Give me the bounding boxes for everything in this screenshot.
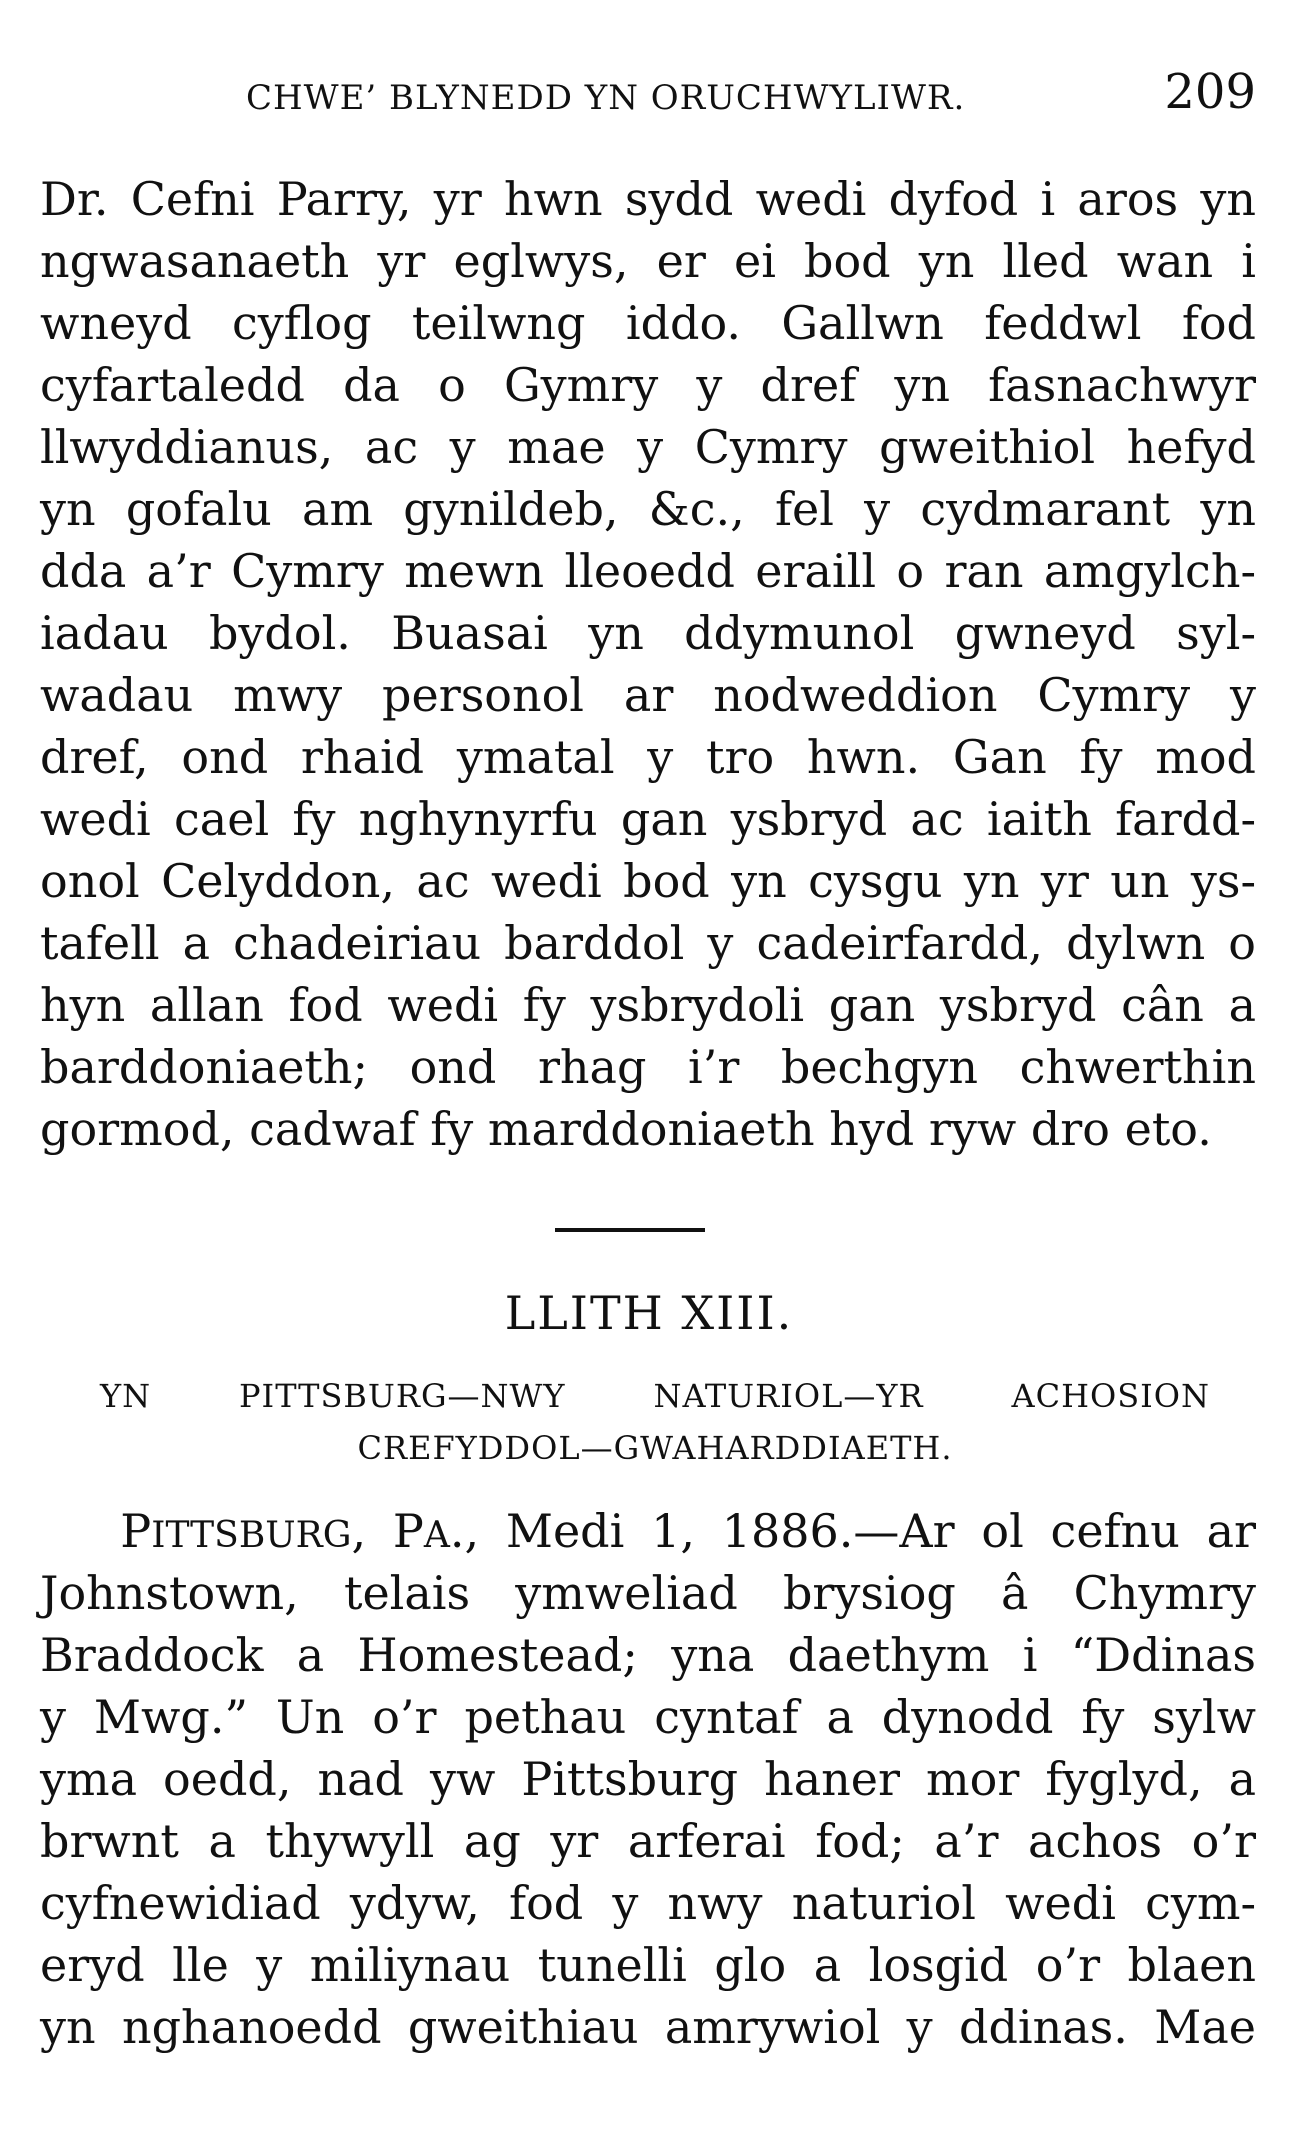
text-line: cyfartaledd da o Gymry y dref yn fasnachwyr <box>40 358 1256 412</box>
text-line: wadau mwy personol ar nodweddion Cymry y <box>40 668 1256 722</box>
chapter-subtitle <box>100 1370 1210 1474</box>
text-line: dref, ond rhaid ymatal y tro hwn. Gan fy mod <box>40 730 1256 784</box>
text-line: brwnt a thywyll ag yr arferai fod; a’r achos o’r <box>40 1814 1256 1868</box>
subtitle-line: YN PITTSBURG—NWY NATURIOL—YR ACHOSION <box>100 1377 1210 1415</box>
paragraph-continued <box>40 168 1256 1160</box>
text-line: hyn allan fod wedi fy ysbrydoli gan ysbryd cân a <box>40 978 1256 1032</box>
text-line: iadau bydol. Buasai yn ddymunol gwneyd syl- <box>40 606 1256 660</box>
text-line: wneyd cyflog teilwng iddo. Gallwn feddwl fod <box>40 296 1256 350</box>
dateline-state-initial: P <box>392 1504 424 1558</box>
text-line: Braddock a Homestead; yna daethym i “Ddinas <box>40 1628 1256 1682</box>
text-line: cyfnewidiad ydyw, fod y nwy naturiol wedi cym- <box>40 1876 1256 1930</box>
text-line: Johnstown, telais ymweliad brysiog â Chymry <box>40 1566 1256 1620</box>
running-head <box>46 64 1256 134</box>
dateline-place-smallcaps: ITTSBURG <box>151 1515 352 1556</box>
text-line: onol Celyddon, ac wedi bod yn cysgu yn yr un ys- <box>40 854 1256 908</box>
page-number: 209 <box>1164 64 1256 120</box>
text-line: Dr. Cefni Parry, yr hwn sydd wedi dyfod i aros yn <box>40 172 1256 226</box>
dateline-text: Medi 1, 1886.—Ar ol cefnu ar <box>505 1504 1257 1558</box>
text-line: ngwasanaeth yr eglwys, er ei bod yn lled wan i <box>40 234 1256 288</box>
subtitle-line: CREFYDDOL—GWAHARDDIAETH. <box>357 1429 953 1467</box>
text-line: yn nghanoedd gweithiau amrywiol y ddinas. Mae <box>40 2000 1256 2054</box>
text-line: eryd lle y miliynau tunelli glo a losgid o’r blaen <box>40 1938 1256 1992</box>
text-line: gormod, cadwaf fy marddoniaeth hyd ryw dro eto. <box>40 1102 1212 1156</box>
text-line: dda a’r Cymry mewn lleoedd eraill o ran amgylch- <box>40 544 1256 598</box>
section-divider <box>555 1228 705 1232</box>
chapter-title: LLITH XIII. <box>504 1286 794 1340</box>
running-title: CHWE’ BLYNEDD YN ORUCHWYLIWR. <box>246 78 966 118</box>
paragraph-pittsburg <box>40 1500 1256 2058</box>
dateline-line: PITTSBURG, PA., Medi 1, 1886.—Ar ol cefnu ar <box>120 1504 1257 1558</box>
dateline-place-initial: P <box>120 1504 152 1558</box>
text-line: y Mwg.” Un o’r pethau cyntaf a dynodd fy sylw <box>40 1690 1256 1744</box>
text-line: llwyddianus, ac y mae y Cymry gweithiol hefyd <box>40 420 1256 474</box>
text-line: yn gofalu am gynildeb, &c., fel y cydmarant yn <box>40 482 1256 536</box>
text-line: yma oedd, nad yw Pittsburg haner mor fyglyd, a <box>40 1752 1256 1806</box>
text-line: barddoniaeth; ond rhag i’r bechgyn chwerthin <box>40 1040 1256 1094</box>
text-line: tafell a chadeiriau barddol y cadeirfardd, dylwn o <box>40 916 1256 970</box>
dateline-state-smallcaps: A <box>423 1515 450 1556</box>
text-line: wedi cael fy nghynyrfu gan ysbryd ac iaith fardd- <box>40 792 1256 846</box>
